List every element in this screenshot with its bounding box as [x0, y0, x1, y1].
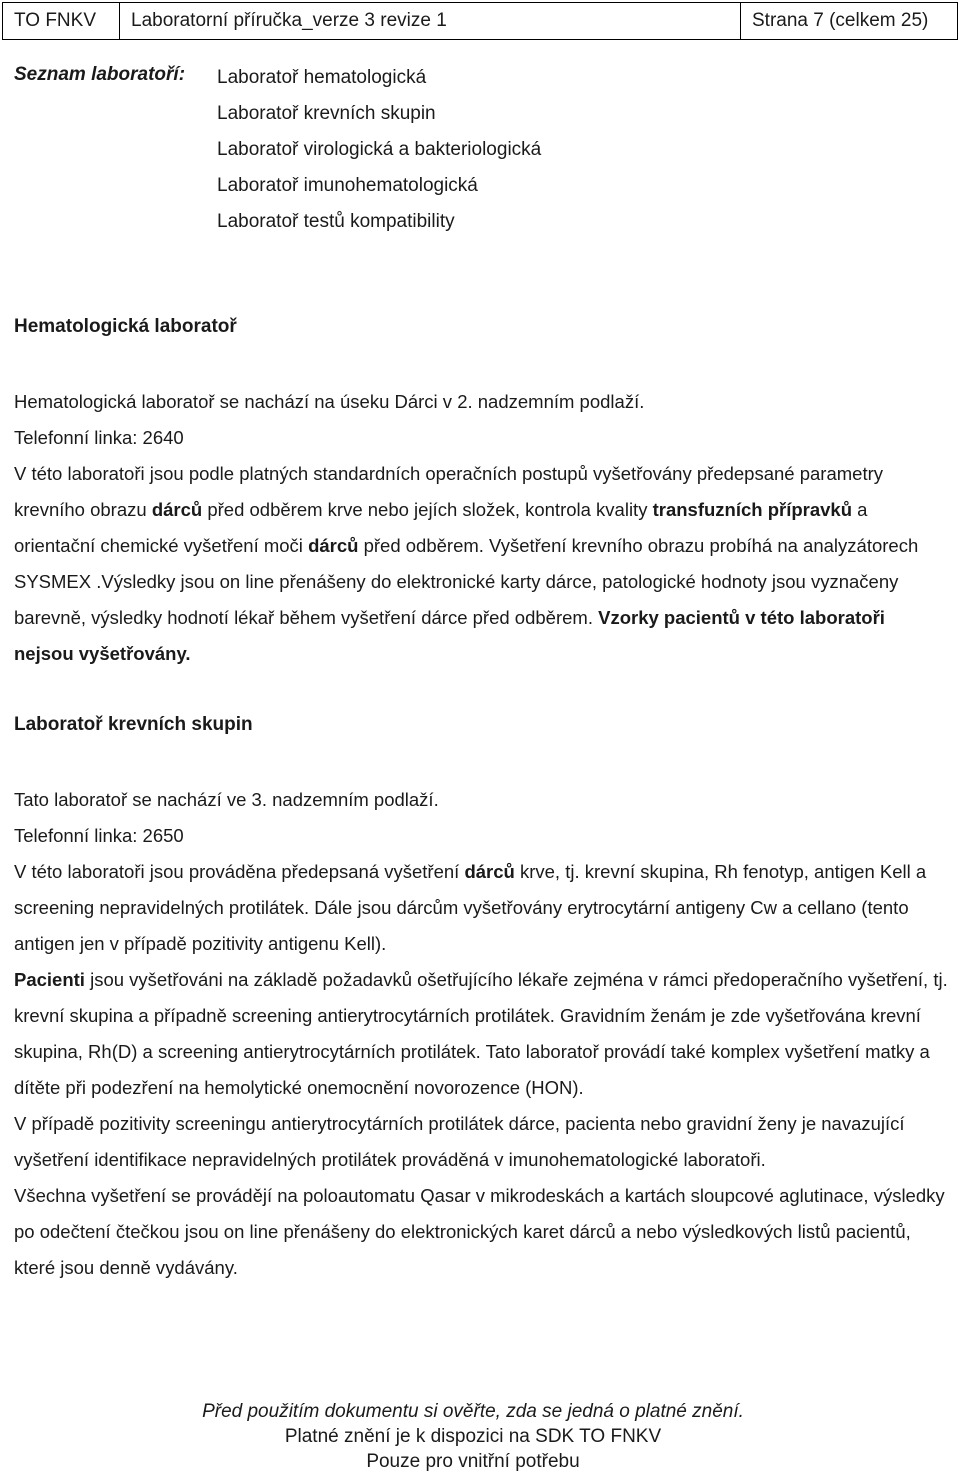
- list-item: Laboratoř krevních skupin: [217, 103, 436, 124]
- bold-text: Pacienti: [14, 969, 85, 990]
- text-span: V této laboratoři jsou prováděna předepsaná vyšetření: [14, 861, 460, 882]
- header-document-title: Laboratorní příručka_verze 3 revize 1: [120, 3, 741, 39]
- blood-groups-donors-paragraph: [14, 854, 949, 962]
- blood-groups-location: Tato laboratoř se nachází ve 3. nadzemním podlaží.: [14, 789, 439, 810]
- text-span: krve, tj. krevní skupina, Rh fenotyp, antigen Kell a screening nepravidelných protilátek. Dále jsou dárcům vyšetřovány erytrocytární antigeny Cw a cellano (tento antigen jen v případě pozitivity antigenu Kell).: [14, 861, 927, 954]
- list-item: Laboratoř imunohematologická: [217, 175, 478, 196]
- bold-text: Vzorky pacientů v této laboratoři nejsou vyšetřovány.: [14, 607, 885, 664]
- text-span: jsou vyšetřováni na základě požadavků ošetřujícího lékaře zejména v rámci předoperačního vyšetření, tj. krevní skupina a případně screening antierytrocytárních protilátek. Gravidním ženám je zde vyšetřována krevní skupina, Rh(D) a screening antierytrocytárních protilátek. Tato laboratoř provádí také komplex vyšetření matky a dítěte při podezření na hemolytické onemocnění novorozence (HON).: [14, 969, 948, 1098]
- bold-text: dárců: [308, 535, 359, 556]
- bold-text: transfuzních přípravků: [652, 499, 853, 520]
- list-item: Laboratoř virologická a bakteriologická: [217, 139, 542, 160]
- document-footer: [0, 1399, 946, 1474]
- list-item: Laboratoř testů kompatibility: [217, 211, 455, 232]
- hematology-location: Hematologická laboratoř se nachází na úseku Dárci v 2. nadzemním podlaží.: [14, 391, 645, 412]
- text-span: a orientační chemické vyšetření moči: [14, 499, 868, 556]
- hematology-phone: Telefonní linka: 2640: [14, 427, 184, 448]
- document-header: [2, 2, 958, 40]
- blood-groups-methods-paragraph: Všechna vyšetření se provádějí na poloautomatu Qasar v mikrodeskách a kartách sloupcové aglutinace, výsledky po odečtení čtečkou jsou on line přenášeny do elektronických karet dárců a nebo výsledkových listů pacientů, které jsou denně vydávány.: [14, 1185, 945, 1278]
- blood-groups-phone: Telefonní linka: 2650: [14, 825, 184, 846]
- laboratory-list-label: Seznam laboratoří:: [14, 64, 186, 85]
- bold-text: dárců: [464, 861, 515, 882]
- section-heading-hematology: Hematologická laboratoř: [14, 316, 237, 337]
- blood-groups-screening-paragraph: V případě pozitivity screeningu antierytrocytárních protilátek dárce, pacienta nebo gravidní ženy je navazující vyšetření identifikace nepravidelných protilátek prováděná v imunohematologické laboratoři.: [14, 1113, 905, 1170]
- footer-validity-note: Před použitím dokumentu si ověřte, zda se jedná o platné znění.: [202, 1401, 744, 1422]
- laboratory-list-items: [217, 60, 541, 240]
- text-span: před odběrem. Vyšetření krevního obrazu probíhá na analyzátorech SYSMEX .Výsledky jsou on line přenášeny do elektronické karty dárce, patologické hodnoty jsou vyznačeny barevně, výsledky hodnotí lékař během vyšetření dárce před odběrem.: [14, 535, 919, 628]
- section-heading-blood-groups: Laboratoř krevních skupin: [14, 714, 253, 735]
- hematology-section: [14, 384, 949, 672]
- blood-groups-section: [14, 782, 949, 1286]
- blood-groups-patients-paragraph: [14, 962, 949, 1106]
- header-org: TO FNKV: [3, 3, 120, 39]
- footer-availability-note: Platné znění je k dispozici na SDK TO FNKV: [284, 1426, 662, 1447]
- header-page-number: Strana 7 (celkem 25): [752, 10, 929, 31]
- hematology-description: [14, 456, 949, 672]
- footer-internal-use-note: Pouze pro vnitřní potřebu: [366, 1451, 580, 1472]
- text-span: V této laboratoři jsou podle platných standardních operačních postupů vyšetřovány předepsané parametry krevního obrazu: [14, 463, 884, 520]
- text-span: před odběrem krve nebo jejích složek, kontrola kvality: [207, 499, 648, 520]
- bold-text: dárců: [151, 499, 203, 520]
- list-item: Laboratoř hematologická: [217, 67, 427, 88]
